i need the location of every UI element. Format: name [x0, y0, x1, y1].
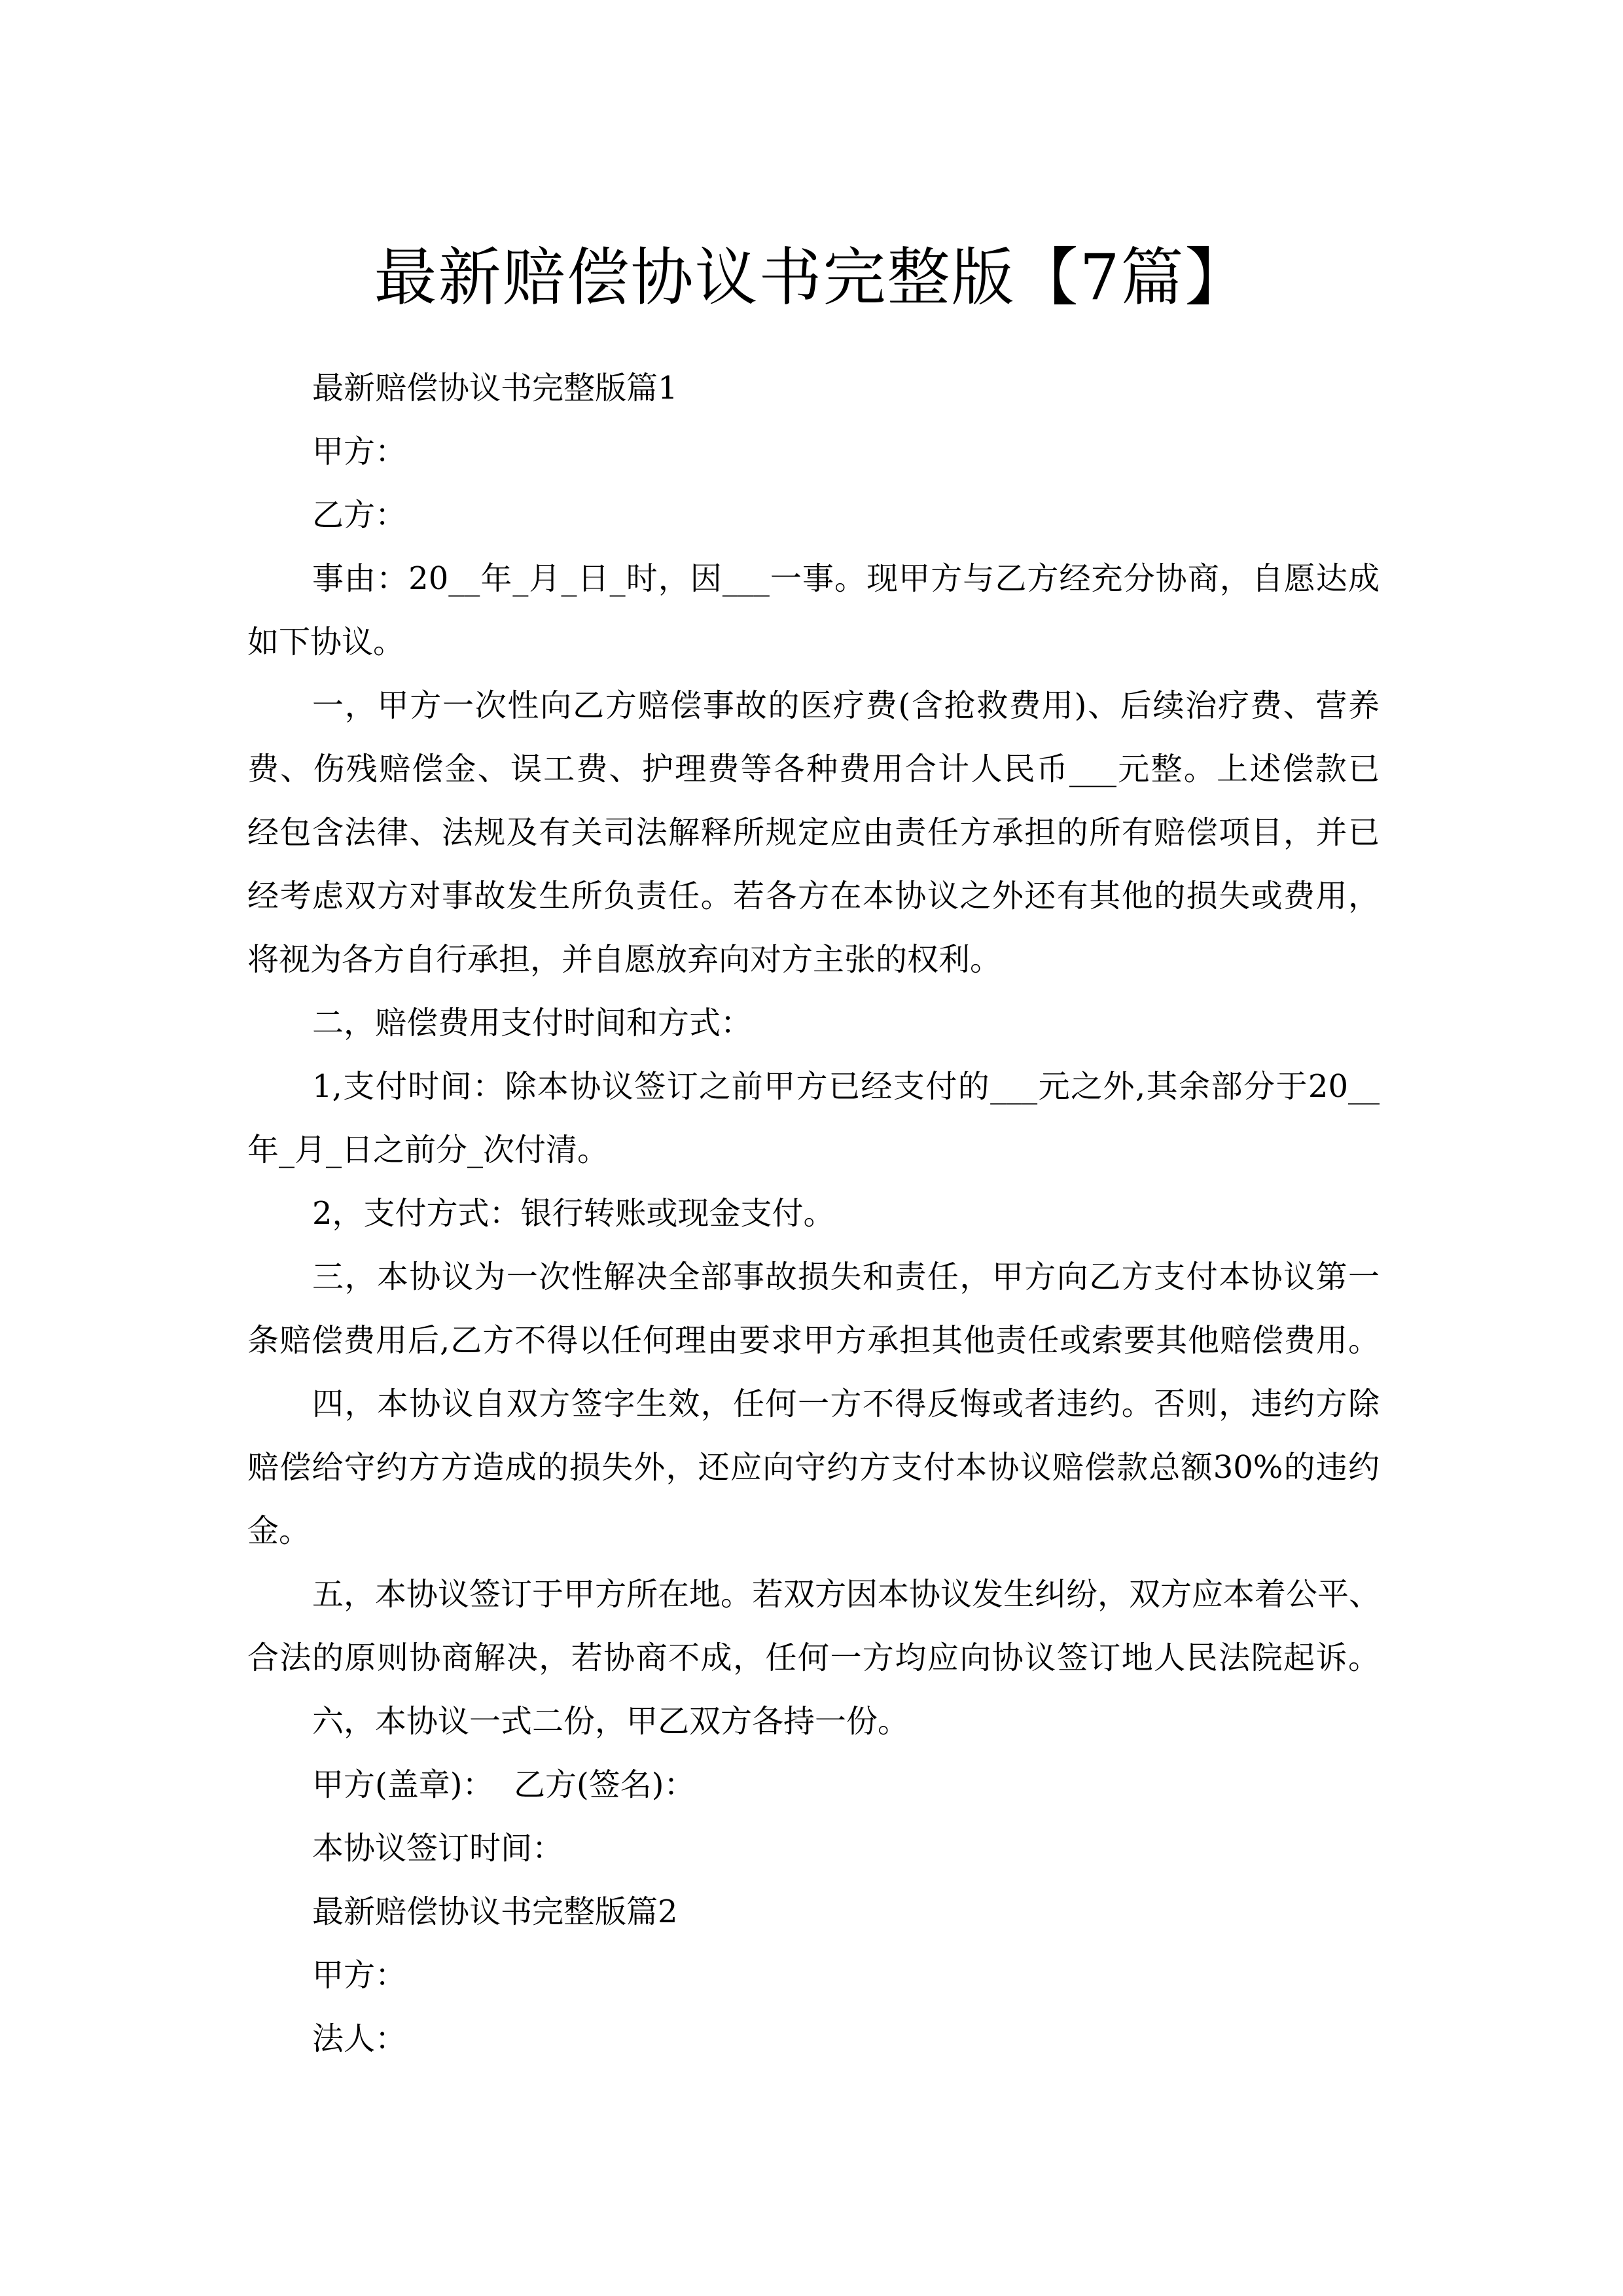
document-title: 最新赔偿协议书完整版【7篇】: [374, 241, 1249, 315]
clause-1-line: 经考虑双方对事故发生所负责任。若各方在本协议之外还有其他的损失或费用，: [247, 878, 1380, 914]
clause-5-line: 合法的原则协商解决，若协商不成，任何一方均应向协议签订地人民法院起诉。: [247, 1640, 1380, 1676]
paragraph-line: 如下协议。: [247, 624, 405, 660]
clause-2-heading: 二，赔偿费用支付时间和方式：: [312, 1005, 753, 1041]
party-a-label: 甲方：: [312, 433, 407, 470]
document-body: [247, 357, 1380, 2071]
section-heading-2: 最新赔偿协议书完整版篇2: [312, 1893, 678, 1930]
legal-representative-label: 法人：: [312, 2020, 407, 2057]
paragraph-line: 事由：20__年_月_日_时，因___一事。现甲方与乙方经充分协商，自愿达成: [312, 560, 1380, 597]
signature-line: 甲方(盖章)： 乙方(签名)：: [312, 1767, 696, 1803]
clause-6: 六，本协议一式二份，甲乙双方各持一份。: [312, 1703, 910, 1740]
clause-3-line: 三，本协议为一次性解决全部事故损失和责任，甲方向乙方支付本协议第一: [312, 1259, 1380, 1295]
clause-1-line: 一，甲方一次性向乙方赔偿事故的医疗费(含抢救费用)、后续治疗费、营养: [312, 687, 1380, 724]
party-a-label: 甲方：: [312, 1957, 407, 1994]
party-b-label: 乙方：: [312, 497, 407, 533]
section-heading-1: 最新赔偿协议书完整版篇1: [312, 370, 678, 406]
clause-3-line: 条赔偿费用后,乙方不得以任何理由要求甲方承担其他责任或索要其他赔偿费用。: [247, 1322, 1380, 1359]
clause-2-item-2: 2，支付方式：银行转账或现金支付。: [312, 1195, 835, 1232]
clause-4-line: 四，本协议自双方签字生效，任何一方不得反悔或者违约。否则，违约方除: [312, 1386, 1380, 1422]
clause-5-line: 五，本协议签订于甲方所在地。若双方因本协议发生纠纷，双方应本着公平、: [312, 1576, 1381, 1613]
clause-1-line: 将视为各方自行承担，并自愿放弃向对方主张的权利。: [247, 941, 1002, 978]
clause-2-item-1-line: 年_月_日之前分_次付清。: [247, 1132, 609, 1168]
clause-1-line: 费、伤残赔偿金、误工费、护理费等各种费用合计人民币___元整。上述偿款已: [247, 751, 1380, 787]
clause-4-line: 金。: [247, 1513, 311, 1549]
signing-date-label: 本协议签订时间：: [312, 1830, 564, 1867]
clause-4-line: 赔偿给守约方方造成的损失外，还应向守约方支付本协议赔偿款总额30%的违约: [247, 1449, 1380, 1486]
clause-2-item-1-line: 1,支付时间：除本协议签订之前甲方已经支付的___元之外,其余部分于20__: [312, 1068, 1380, 1105]
clause-1-line: 经包含法律、法规及有关司法解释所规定应由责任方承担的所有赔偿项目，并已: [247, 814, 1380, 851]
